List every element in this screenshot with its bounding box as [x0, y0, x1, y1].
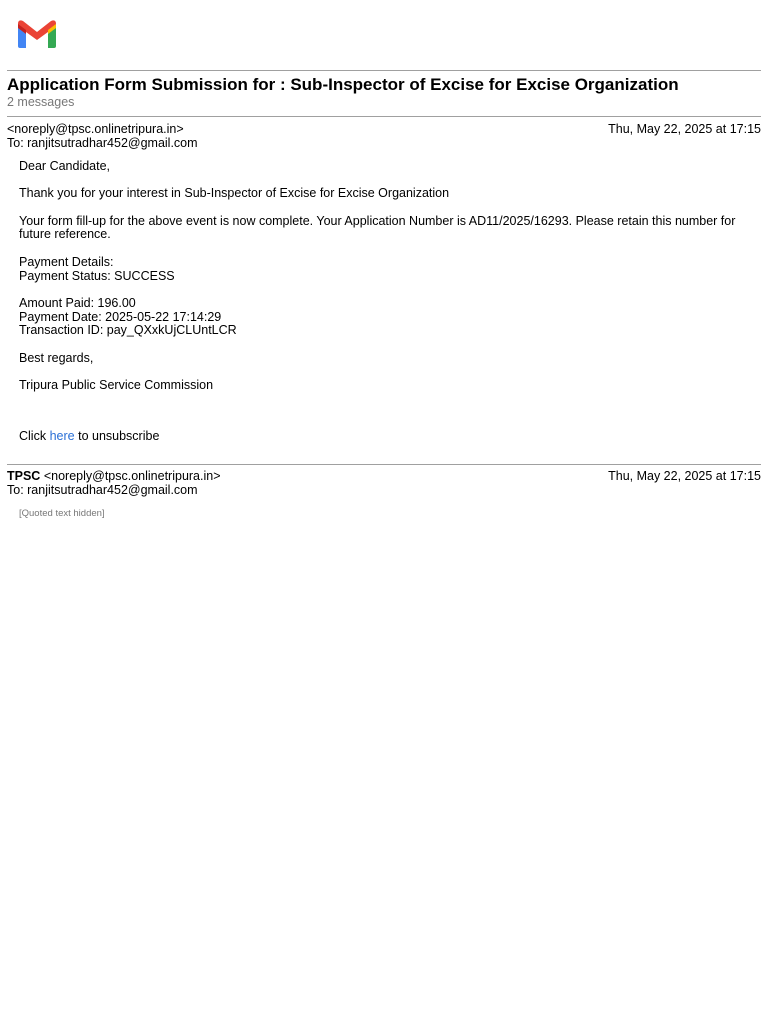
payment-status: Payment Status: SUCCESS	[19, 268, 175, 283]
message-2-header	[7, 469, 761, 484]
greeting: Dear Candidate,	[19, 159, 111, 173]
completion-line: Your form fill-up for the above event is now complete. Your Application Number is AD11/2025/16293. Please retain this number for future reference.	[19, 213, 736, 242]
payment-block	[19, 256, 754, 283]
message-2-sender[interactable]	[7, 469, 221, 484]
message-2-sender-name: TPSC	[7, 469, 41, 483]
message-1-header	[7, 122, 761, 137]
gmail-logo-icon	[16, 18, 58, 50]
message-count: 2 messages	[7, 95, 75, 109]
thanks-line: Thank you for your interest in Sub-Inspector of Excise for Excise Organization	[19, 186, 450, 201]
quoted-text-hidden[interactable]: [Quoted text hidden]	[19, 508, 105, 519]
payment-date: Payment Date: 2025-05-22 17:14:29	[19, 309, 222, 324]
message-2-date: Thu, May 22, 2025 at 17:15	[608, 469, 761, 483]
unsubscribe-suffix: to unsubscribe	[78, 428, 160, 443]
message-1-date: Thu, May 22, 2025 at 17:15	[608, 122, 761, 136]
closing-line: Best regards,	[19, 350, 94, 365]
message-2-recipient: To: ranjitsutradhar452@gmail.com	[7, 483, 198, 497]
message-2-sender-email: <noreply@tpsc.onlinetripura.in>	[43, 469, 221, 483]
unsubscribe-prefix: Click	[19, 428, 47, 443]
transaction-block	[19, 297, 754, 338]
payment-details-label: Payment Details:	[19, 254, 114, 269]
top-divider	[7, 70, 761, 71]
message-1-recipient: To: ranjitsutradhar452@gmail.com	[7, 136, 198, 150]
transaction-id: Transaction ID: pay_QXxkUjCLUntLCR	[19, 323, 237, 338]
thread-subject: Application Form Submission for : Sub-Inspector of Excise for Excise Organization	[7, 75, 679, 94]
subject-divider	[7, 116, 761, 117]
amount-paid: Amount Paid: 196.00	[19, 295, 136, 310]
unsubscribe-line	[19, 430, 754, 444]
message-1-sender[interactable]	[7, 122, 184, 137]
signature: Tripura Public Service Commission	[19, 378, 214, 393]
message-divider	[7, 464, 761, 465]
unsubscribe-link[interactable]: here	[49, 428, 75, 443]
message-1-body	[19, 160, 754, 457]
message-1-sender-email: <noreply@tpsc.onlinetripura.in>	[7, 122, 184, 136]
